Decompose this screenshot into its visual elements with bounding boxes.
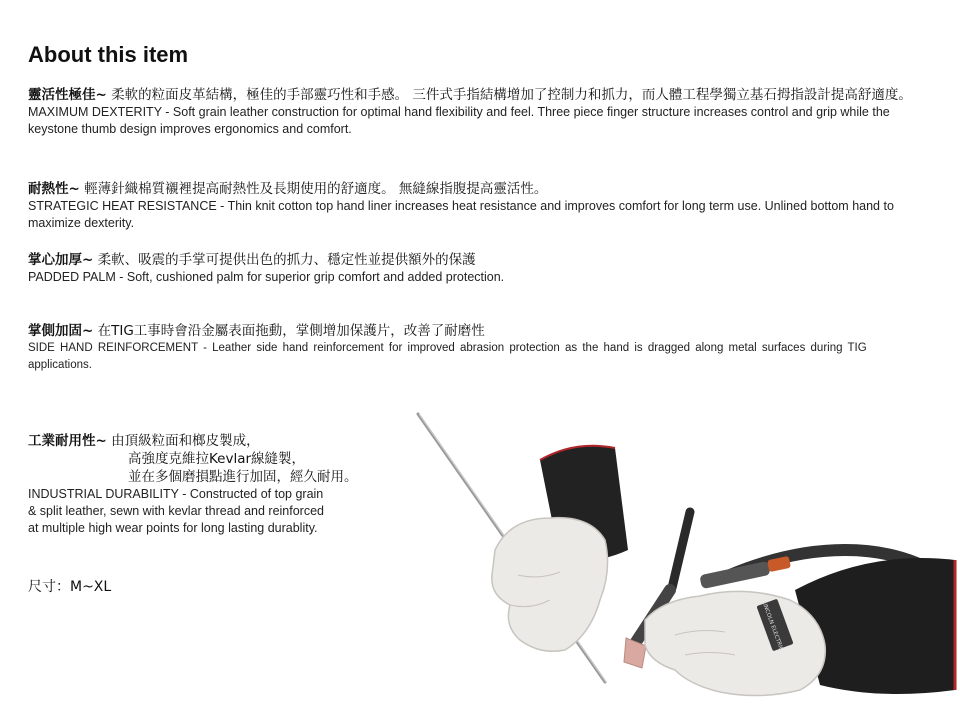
heat-heading: 耐熱性~ [28,181,80,197]
durability-en-line-1: INDUSTRIAL DURABILITY - Constructed of top grain [28,487,324,501]
heat-en-text: STRATEGIC HEAT RESISTANCE - Thin knit cotton top hand liner increases heat resistance and improves comfort for long term use. Unlined bottom hand to maximize dexterity. [28,199,894,230]
dexterity-en-text: MAXIMUM DEXTERITY - Soft grain leather construction for optimal hand flexibility and feel. Three piece finger structure increases control and grip while the keystone thumb design improves ergonomics and comfort. [28,105,890,136]
product-image [400,400,960,720]
feature-dexterity [28,86,928,138]
feature-heat-resistance [28,180,928,232]
brand-text: LINCOLN ELECTRIC [760,600,784,652]
feature-side-reinforcement [28,322,878,374]
size-label: 尺寸：M~XL [28,579,112,595]
durability-en-line-2: & split leather, sewn with kevlar thread and reinforced [28,504,324,518]
durability-heading: 工業耐用性~ [28,433,107,449]
palm-zh-text: 柔軟、吸震的手掌可提供出色的抓力、穩定性並提供額外的保護 [93,252,476,268]
durability-zh-line-3: 並在多個磨損點進行加固，經久耐用。 [128,469,358,485]
right-glove [645,591,825,695]
feature-padded-palm [28,251,928,286]
tig-torch [672,512,690,588]
durability-zh-line-2: 高強度克維拉Kevlar線縫製， [128,451,306,467]
page-title: About this item [28,42,189,67]
palm-heading: 掌心加厚~ [28,252,94,268]
side-zh-text: 在TIG工事時會沿金屬表面拖動，掌側增加保護片，改善了耐磨性 [93,323,485,339]
side-en-text: SIDE HAND REINFORCEMENT - Leather side hand reinforcement for improved abrasion protection as the hand is dragged along metal surfaces during TIG applications. [28,342,867,371]
palm-en-text: PADDED PALM - Soft, cushioned palm for superior grip comfort and added protection. [28,270,505,284]
durability-zh-line-1: 由頂級粒面和榔皮製成， [106,433,260,449]
heat-zh-text: 輕薄針織棉質襯裡提高耐熱性及長期使用的舒適度。 無縫線指腹提高靈活性。 [79,181,548,197]
feature-durability [28,432,408,537]
side-heading: 掌側加固~ [28,323,94,339]
dexterity-heading: 靈活性極佳~ [28,87,107,103]
left-glove [492,518,608,652]
dexterity-zh-text: 柔軟的粒面皮革結構，極佳的手部靈巧性和手感。 三件式手指結構增加了控制力和抓力，而人體工程學獨立基石拇指設計提高舒適度。 [106,87,912,103]
durability-en-line-3: at multiple high wear points for long lasting durablity. [28,521,318,535]
